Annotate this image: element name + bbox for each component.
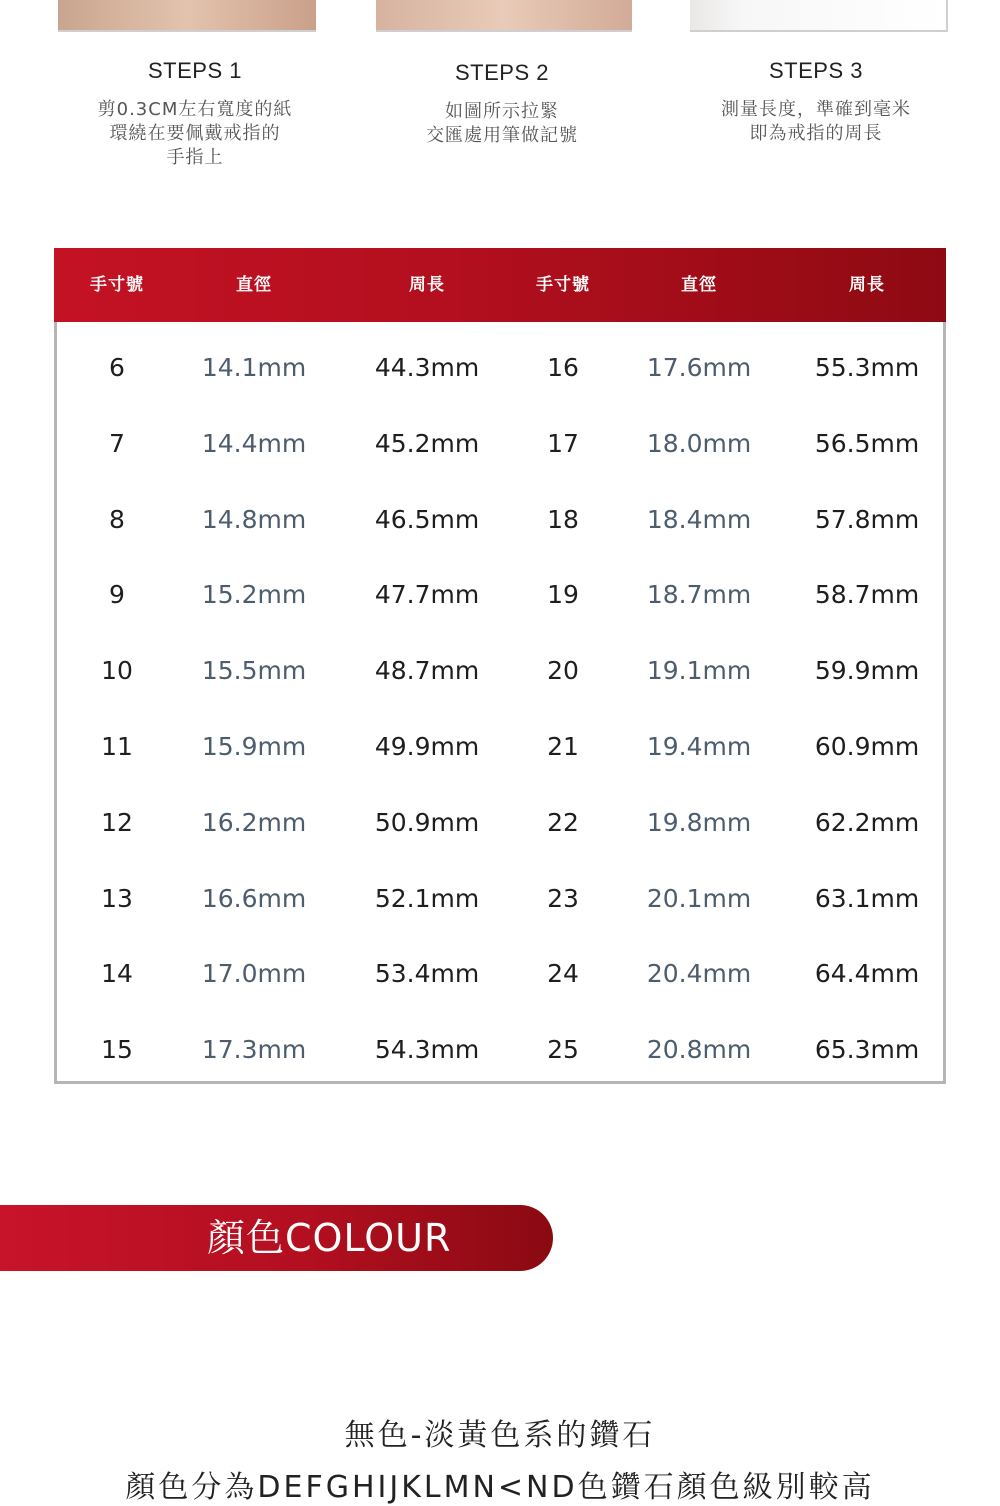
colour-section-banner — [0, 1205, 553, 1271]
table-header-cell: 直徑 — [236, 275, 272, 295]
table-cell: 23 — [547, 883, 579, 913]
step3-photo — [690, 0, 948, 32]
table-cell: 20.8mm — [646, 1035, 752, 1065]
step-desc-line: 環繞在要佩戴戒指的 — [109, 123, 281, 144]
table-cell: 57.8mm — [814, 504, 920, 534]
table-cell: 44.3mm — [374, 353, 480, 382]
table-cell: 17.6mm — [646, 353, 752, 382]
table-cell: 15 — [101, 1035, 133, 1065]
step-2 — [362, 60, 642, 148]
table-cell: 11 — [101, 732, 133, 761]
colour-section-title: 顏色COLOUR — [207, 1216, 452, 1260]
table-cell: 46.5mm — [374, 504, 480, 534]
table-cell: 53.4mm — [374, 959, 480, 989]
table-cell: 15.9mm — [201, 732, 307, 761]
table-cell: 54.3mm — [374, 1035, 480, 1065]
table-cell: 21 — [547, 732, 579, 761]
step-3 — [676, 58, 956, 146]
step-description — [362, 100, 642, 148]
table-cell: 14.1mm — [201, 353, 307, 382]
table-cell: 62.2mm — [814, 807, 920, 837]
table-cell: 63.1mm — [814, 883, 920, 913]
table-cell: 18.0mm — [646, 428, 752, 458]
table-row — [57, 482, 943, 558]
colour-note-line-1: 無色-淡黃色系的鑽石 — [344, 1418, 656, 1453]
table-cell: 20.1mm — [646, 883, 752, 913]
table-row — [57, 709, 943, 785]
table-header-cell: 手寸號 — [536, 275, 590, 295]
step-title: STEPS 3 — [769, 58, 863, 83]
table-cell: 55.3mm — [814, 353, 920, 382]
step-title: STEPS 1 — [148, 58, 242, 83]
table-cell: 8 — [109, 504, 125, 534]
table-row — [57, 633, 943, 709]
table-cell: 18.4mm — [646, 504, 752, 534]
table-cell: 59.9mm — [814, 656, 920, 686]
table-cell: 19.8mm — [646, 807, 752, 837]
table-row — [57, 330, 943, 406]
table-cell: 15.5mm — [201, 656, 307, 686]
table-cell: 12 — [101, 807, 133, 837]
step-desc-line: 即為戒指的周長 — [749, 123, 883, 144]
table-cell: 58.7mm — [814, 580, 920, 610]
table-cell: 64.4mm — [814, 959, 920, 989]
step-title: STEPS 2 — [455, 60, 549, 85]
table-header-cell: 手寸號 — [90, 275, 144, 295]
table-cell: 56.5mm — [814, 428, 920, 458]
table-cell: 47.7mm — [374, 580, 480, 610]
step2-photo — [376, 0, 632, 32]
table-row — [57, 861, 943, 937]
table-cell: 17.0mm — [201, 959, 307, 989]
table-row — [57, 1012, 943, 1088]
table-cell: 45.2mm — [374, 428, 480, 458]
step-desc-line: 手指上 — [166, 147, 224, 168]
table-cell: 49.9mm — [374, 732, 480, 761]
step1-photo — [58, 0, 316, 32]
table-cell: 17 — [547, 428, 579, 458]
table-row — [57, 785, 943, 861]
table-cell: 22 — [547, 807, 579, 837]
table-row — [57, 557, 943, 633]
step-1 — [55, 58, 335, 170]
table-header-cell: 周長 — [409, 275, 445, 295]
table-cell: 50.9mm — [374, 807, 480, 837]
table-cell: 19.4mm — [646, 732, 752, 761]
step-desc-line: 測量長度，準確到毫米 — [721, 99, 911, 120]
table-header-cell: 周長 — [849, 275, 885, 295]
step-desc-line: 交匯處用筆做記號 — [426, 125, 578, 146]
table-cell: 15.2mm — [201, 580, 307, 610]
table-cell: 14.8mm — [201, 504, 307, 534]
table-cell: 9 — [109, 580, 125, 610]
table-row — [57, 406, 943, 482]
table-cell: 16.6mm — [201, 883, 307, 913]
table-cell: 25 — [547, 1035, 579, 1065]
table-cell: 19 — [547, 580, 579, 610]
table-cell: 16 — [547, 353, 579, 382]
table-cell: 10 — [101, 656, 133, 686]
step-description — [676, 98, 956, 146]
table-cell: 7 — [109, 428, 125, 458]
table-cell: 20 — [547, 656, 579, 686]
table-cell: 18 — [547, 504, 579, 534]
table-row — [57, 936, 943, 1012]
colour-note-line-2: 顏色分為DEFGHIJKLMN<ND色鑽石顏色級別較高 — [125, 1470, 875, 1505]
table-header — [54, 248, 946, 322]
table-cell: 19.1mm — [646, 656, 752, 686]
table-cell: 14 — [101, 959, 133, 989]
table-cell: 16.2mm — [201, 807, 307, 837]
table-cell: 17.3mm — [201, 1035, 307, 1065]
table-cell: 13 — [101, 883, 133, 913]
step-desc-line: 如圖所示拉緊 — [445, 101, 559, 122]
ring-size-table — [54, 248, 946, 1084]
table-cell: 52.1mm — [374, 883, 480, 913]
table-cell: 48.7mm — [374, 656, 480, 686]
step-desc-line: 剪0.3CM左右寬度的紙 — [97, 99, 293, 120]
table-cell: 6 — [109, 353, 125, 382]
table-header-cell: 直徑 — [681, 275, 717, 295]
table-cell: 20.4mm — [646, 959, 752, 989]
table-cell: 14.4mm — [201, 428, 307, 458]
table-cell: 24 — [547, 959, 579, 989]
table-cell: 60.9mm — [814, 732, 920, 761]
table-cell: 65.3mm — [814, 1035, 920, 1065]
step-description — [55, 98, 335, 170]
table-cell: 18.7mm — [646, 580, 752, 610]
